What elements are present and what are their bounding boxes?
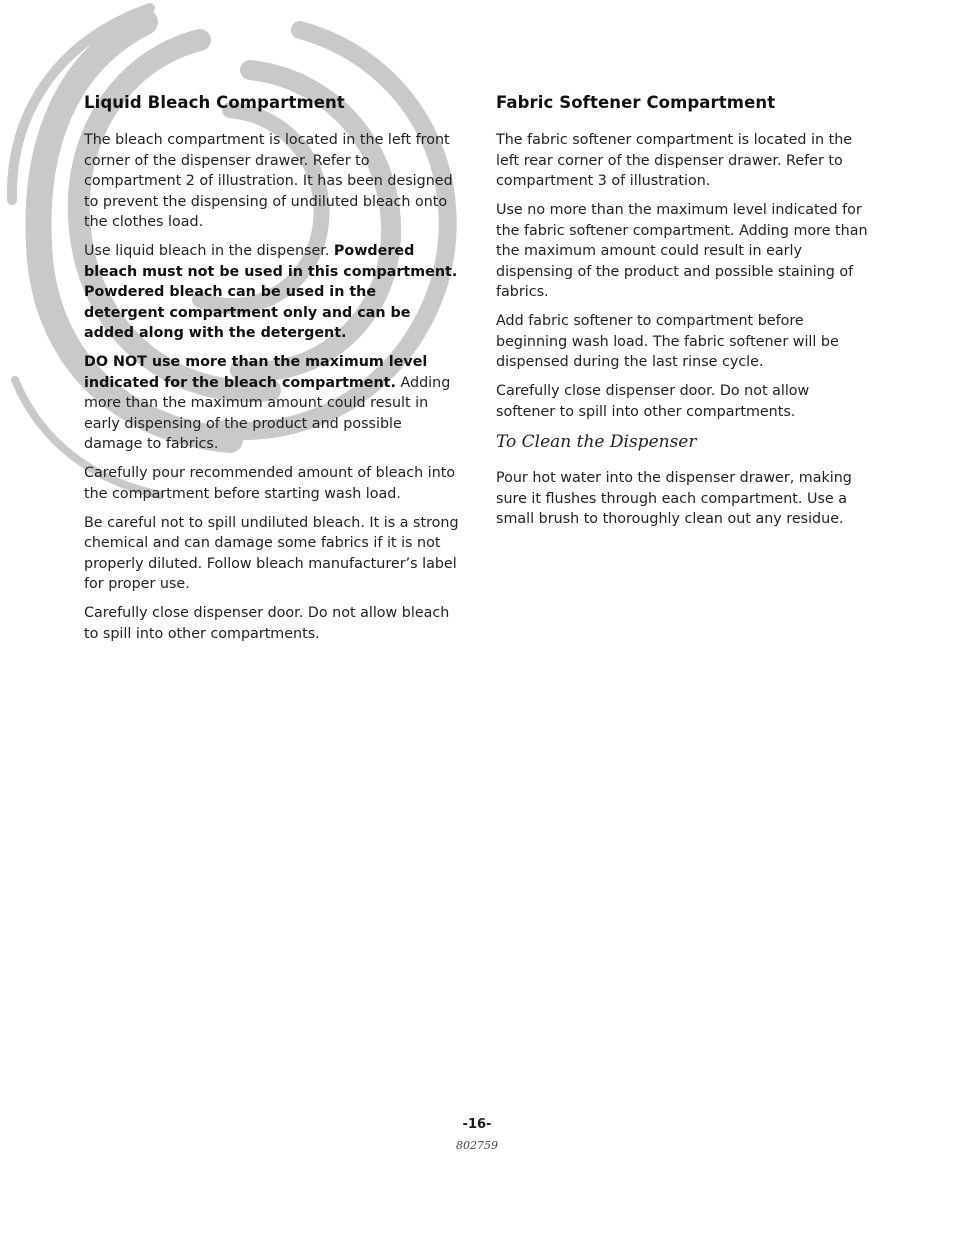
paragraph: Carefully pour recommended amount of bleach into the compartment before starting wash load. <box>84 465 456 502</box>
paragraph: Pour hot water into the dispenser drawer, making sure it flushes through each compartment. Use a small brush to thoroughly clean out any residue. <box>496 470 852 527</box>
section-heading: Fabric Softener Compartment <box>496 93 776 112</box>
warning-text: Powdered bleach must not be used in this compartment. Powdered bleach can be used in the detergent compartment only and can be added along with the detergent. <box>84 243 458 341</box>
paragraph: Add fabric softener to compartment before beginning wash load. The fabric softener will be dispensed during the last rinse cycle. <box>496 313 839 370</box>
section-heading: Liquid Bleach Compartment <box>84 93 345 112</box>
paragraph: Carefully close dispenser door. Do not allow bleach to spill into other compartments. <box>84 605 450 642</box>
subsection-heading: To Clean the Dispenser <box>496 432 697 452</box>
paragraph: The bleach compartment is located in the left front corner of the dispenser drawer. Refer to compartment 2 of illustration. It has been designed to prevent the dispensing of undiluted bleach onto the clothes load. <box>84 132 453 230</box>
paragraph <box>84 352 460 455</box>
paragraph-text: Use liquid bleach in the dispenser. <box>84 243 334 259</box>
fabric-softener-section <box>496 93 872 538</box>
document-code: 802759 <box>456 1139 498 1152</box>
paragraph: Use no more than the maximum level indicated for the fabric softener compartment. Adding more than the maximum amount could result in early dispensing of the product and possible staining of fabrics. <box>496 202 868 300</box>
warning-text: DO NOT use more than the maximum level indicated for the bleach compartment. <box>84 354 428 391</box>
paragraph: The fabric softener compartment is located in the left rear corner of the dispenser drawer. Refer to compartment 3 of illustration. <box>496 132 853 189</box>
paragraph <box>84 241 460 344</box>
paragraph-text: Adding more than the maximum amount could result in early dispensing of the product and possible damage to fabrics. <box>84 374 451 452</box>
paragraph: Be careful not to spill undiluted bleach. It is a strong chemical and can damage some fabrics if it is not properly diluted. Follow bleach manufacturer’s label for proper use. <box>84 514 459 592</box>
paragraph: Carefully close dispenser door. Do not allow softener to spill into other compartments. <box>496 383 810 420</box>
liquid-bleach-section <box>84 93 460 653</box>
page-number: -16- <box>462 1117 492 1132</box>
